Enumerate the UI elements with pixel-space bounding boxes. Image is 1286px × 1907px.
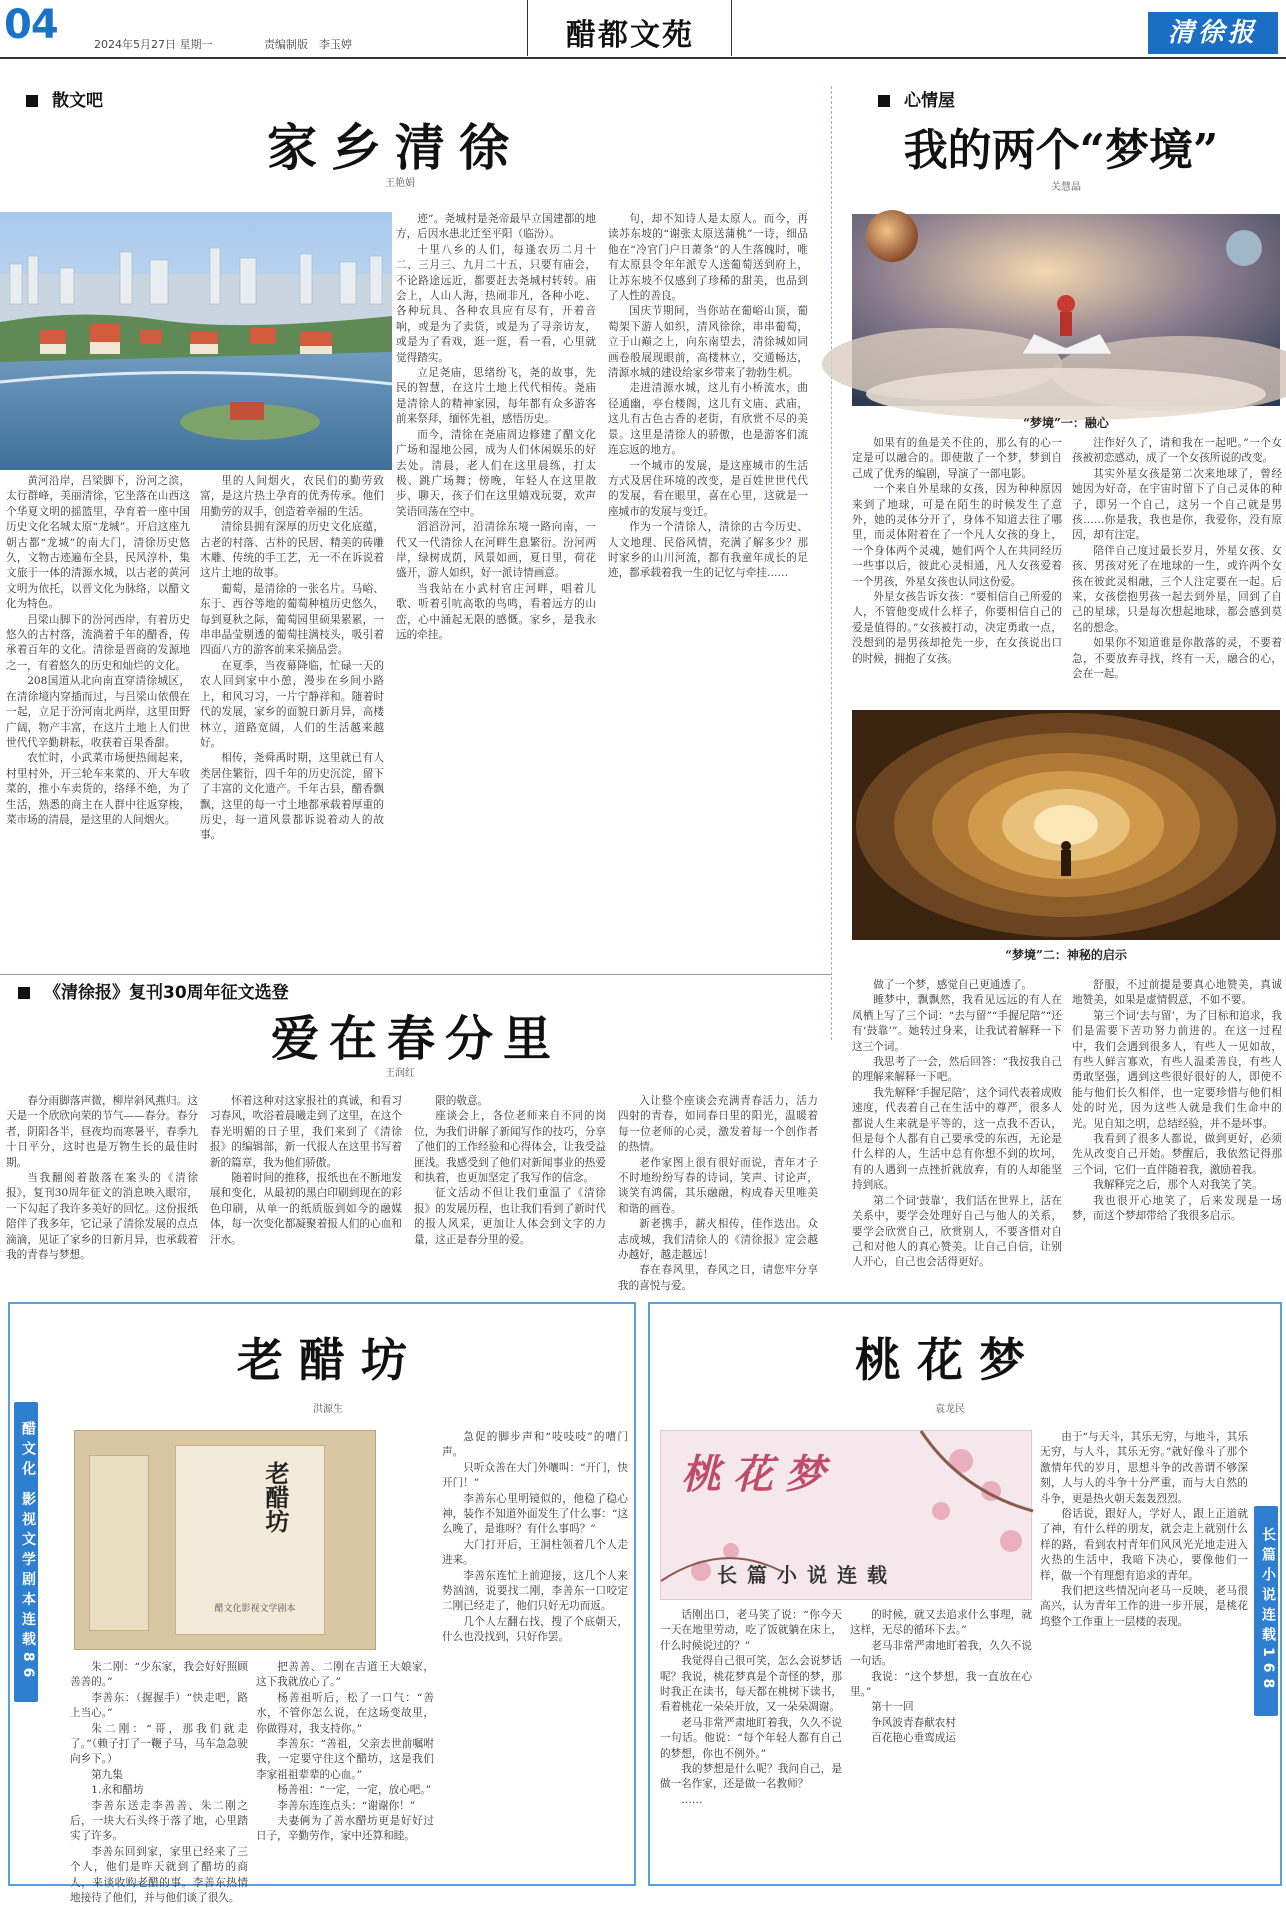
paragraph: 第三个词‘去与留’，为了目标和追求，我们是需要下苦功努力前进的。在这一过程中，我们会遇到很多人，有些人一见如故，有些人鲜言寡欢，有些人温柔善良，有些人勇敢坚强，遇到这些很好很好的人，即使不能与他们长久相伴，也一定要珍惜与他们相处的时光，因为这些人就是我们生命中的光。见自知之明，总结经验，并不是坏事。 [1072, 1009, 1282, 1130]
paragraph: 第十一回 [871, 1701, 914, 1714]
serial-body-laocufang-col1 [70, 1660, 248, 1905]
paragraph: 当我站在小武村官庄河畔，唱着儿歌、听着引吭高歌的鸟鸣，看着远方的山峦，心中涌起无限的感慨。家乡，是我永远的牵挂。 [396, 582, 596, 641]
paragraph: 大门打开后，王洞柱领着几个人走进来。 [442, 1538, 628, 1567]
article-title-chunfen: 爱在春分里 [270, 1011, 561, 1067]
paragraph: 睡梦中，飘飘然，我看见远远的有人在凤栖上写了三个词：“去与留”“手握尼陪”“还有‘鼓靠’”。她转过身来，让我试着解释一下这三个词。 [852, 994, 1062, 1053]
paragraph: 里的人间烟火，农民们的勤劳致富，是这片热土孕育的优秀传承。他们用勤劳的双手，创造着幸福的生活。 [200, 475, 384, 518]
paragraph: 陪伴自己度过最长岁月，外星女孩、女孩、男孩对死了在地球的一生，或许两个女孩在彼此灵相融，三个人注定要在一起。后来，女孩偿抱男孩一起去到外星，回到了自己的星球，只是每次想起地球，都会感到莫名的想念。 [1072, 544, 1282, 634]
issue-date: 2024年5月27日 星期一 [94, 38, 213, 51]
column-divider-main [831, 86, 832, 1040]
label-square-icon [878, 95, 890, 107]
photo-city-waterfront [0, 212, 392, 470]
book-spine [89, 1455, 149, 1631]
paragraph: 杨善祖：“一定，一定，放心吧。” [277, 1784, 432, 1797]
article-body-chunfen-col2 [210, 1094, 402, 1296]
dream-tunnel-graphic [852, 710, 1280, 940]
paragraph: 作为一个清徐人，清徐的古今历史、人文地理、民俗风情，充满了解多少？那时家乡的山川河流，都有我童年成长的足迹，都承载着我一生的记忆与牵挂…… [608, 521, 808, 580]
paragraph: 杨善祖听后，松了一口气：“善水，不管你怎么说，在这场变故里，你做得对，我支持你。” [256, 1691, 434, 1735]
paragraph: 十里八乡的人们，每逢农历二月十二、三月三、九月二十五，只要有庙会，不论路途远近，都要赶去尧城村转转。庙会上，人山人海，热闹非凡，各种小吃、各种玩具、各种农具应有尽有，开着音响，或是为了卖货，或是为了寻亲访友，或是为了看戏，逛一逛，看一看，心里就觉得踏实。 [396, 243, 596, 364]
serial-author-taohuameng: 袁龙民 [935, 1404, 965, 1415]
paragraph: 夫妻俩为了善水醋坊更是好好过日子，辛勤劳作，家中还算和睦。 [256, 1815, 434, 1843]
article-author-jiaxiang: 王艳娟 [385, 178, 415, 189]
paragraph: 由于“与天斗，其乐无穷，与地斗，其乐无穷，与人斗，其乐无穷。”就好像斗了那个激情年代的岁月，思想斗争的改善谓不够深刻，人与人的斗争十分严重，而与大自然的斗争，更是热火朝天轰轰烈烈。 [1040, 1431, 1248, 1505]
article-body-mengjing-col1 [852, 436, 1062, 704]
column-label-xinqingwu: 心情屋 [878, 86, 955, 111]
paragraph: 农忙时，小武菜市场便热闹起来，村里村外，开三轮车来菜的、开大车收菜的，推小车卖货的，络绎不绝，为了生活，熟悉的商主在人群中往返穿梭，菜市场的清晨，是这里的人间烟火。 [6, 752, 190, 826]
paragraph: 立足尧庙，思绪纷飞，尧的故事，先民的智慧，在这片土地上代代相传。尧庙是清徐人的精神家园，每年都有众多游客前来祭拜，缅怀先祖，感悟历史。 [396, 367, 596, 426]
paragraph: 走进清源水城，这儿有小桥流水，曲径通幽，亭台楼阁，这儿有文庙、武庙，这儿有古色古香的老街，有欣赏不尽的美景。这里是清徐人的骄傲，也是游客们流连忘返的地方。 [608, 382, 808, 457]
column-label-zhengwen: 《清徐报》复刊30周年征文选登 [18, 978, 289, 1003]
label-square-icon [18, 987, 30, 999]
paragraph: 一个来自外星球的女孩，因为种种原因来到了地球，可是在陌生的时候发生了意外，她的灵体分开了，身体不知道去往了哪里，而灵体附着在了一个凡人女孩的身上，一个身体两个灵魂，她们两个人在共同经历一些事以后，彼此心灵相通，凡人女孩爱着一个男孩，外星女孩也认同这份爱。 [852, 483, 1062, 588]
article-body-chunfen-col4 [618, 1094, 818, 1296]
section-name: 醋都文苑 [566, 18, 694, 53]
header-rule [0, 57, 1286, 59]
paragraph: 当我翻阅着散落在案头的《清徐报》，复刊30周年征文的消息映入眼帘，一下勾起了我许多美好的回忆。这份报纸陪伴了我多年，它记录了清徐发展的点点滴滴，见证了家乡的日新月异，也承载着我的青春与梦想。 [6, 1172, 198, 1262]
article-body-chunfen-col1 [6, 1094, 198, 1296]
side-tab-laocufang: 醋文化 影视文学剧本连载86 [14, 1402, 38, 1702]
paragraph: 征文活动不但让我们重温了《清徐报》的发展历程，也让我们看到了新时代的报人风采，更加让人体会到文字的力量，这正是春分里的爱。 [414, 1187, 606, 1246]
paragraph: 话刚出口，老马笑了说：“你今天一天在地里劳动，吃了饭就躺在床上，什么时候说过的？” [660, 1609, 842, 1652]
book-cover-title: 老醋坊 [261, 1461, 290, 1533]
paragraph: 限的敬意。 [435, 1095, 489, 1107]
paragraph: 李善东：“善祖，父亲去世前嘱咐我，一定要守住这个醋坊，这是我们李家祖祖辈辈的心血。” [256, 1738, 434, 1781]
section-rule-mid [0, 974, 832, 975]
serial-body-taohuameng-col1 [660, 1608, 842, 1882]
serial-author-laocufang: 洪源生 [313, 1404, 343, 1415]
serial-body-laocufang-col3 [442, 1430, 628, 1882]
side-tab-taohuameng: 长篇小说连载168 [1254, 1506, 1278, 1716]
article-title-jiaxiang: 家乡清徐 [267, 118, 523, 177]
paragraph: 清徐县拥有深厚的历史文化底蕴，古老的村落、古朴的民居、精美的砖雕木雕、传统的手工艺，无一不在诉说着这片土地的故事。 [200, 521, 384, 580]
paragraph: 入让整个座谈会充满青春活力，活力四射的青春，如同春日里的阳光，温暖着每一位老师的心灵，激发着每一个创作者的热情。 [618, 1095, 818, 1154]
caption-dream-2: “梦境”二：神秘的启示 [1005, 948, 1127, 962]
paragraph: 第九集 [91, 1768, 123, 1781]
column-label-sanwen: 散文吧 [26, 86, 103, 111]
book-cover-title-taohua: 桃花梦 [681, 1451, 837, 1498]
article-body-jiaxiang-col2 [200, 474, 384, 842]
paragraph: 在夏季，当夜幕降临，忙碌一天的农人回到家中小憩，漫步在乡间小路上，和风习习，一片宁静祥和。随着时代的发展，家乡的面貌日新月异，高楼林立，道路宽阔，人们的生活越来越好。 [200, 659, 384, 749]
paragraph: 迹”。尧城村是尧帝最早立国建都的地方，后因水患北迁至平阳（临汾）。 [396, 213, 596, 241]
header-rule-v2 [731, 0, 732, 56]
article-author-mengjing: 关慧晶 [1051, 182, 1081, 193]
paragraph: 吕梁山脚下的汾河西岸，有着历史悠久的古村落，流淌着千年的醋香，传承着百年的文化。清徐是晋商的发源地之一，有着悠久的历史和灿烂的文化。 [6, 613, 190, 672]
paragraph: 208国道从北向南直穿清徐城区，在清徐境内穿插而过，与吕梁山依偎在一起，立足于汾河南北两岸，这里田野广阔，物产丰富，在这片土地上人们世世代代辛勤耕耘，收获着百果香甜。 [6, 675, 190, 749]
editor-credit: 责编制版 李玉婷 [264, 38, 352, 51]
article-body-mengjing-col2 [1072, 436, 1282, 704]
paragraph: 我觉得自己很可笑，怎么会说梦话呢？我说，桃花梦真是个奇怪的梦，那时我正在读书，每天都在桃树下读书，看着桃花一朵朵开放，又一朵朵凋谢。 [660, 1655, 842, 1714]
article-body-jiaxiang-col4 [608, 212, 808, 824]
book-cover-subtitle-taohua: 长篇小说连载 [717, 1563, 897, 1587]
paragraph: 而今，清徐在尧庙周边修建了醋文化广场和湿地公园，成为人们休闲娱乐的好去处。清晨，老人们在这里晨练，打太极、跳广场舞；傍晚，年轻人在这里散步、聊天，孩子们在这里嬉戏玩耍，欢声笑语回荡在空中。 [396, 428, 596, 518]
paragraph: 只听众善在大门外嚷叫：“开门，快开门！” [442, 1461, 628, 1490]
paragraph: 1.永和醋坊 [91, 1784, 144, 1797]
paragraph: 我看到了很多人都说，做到更好，必须先从改变自己开始。梦醒后，我依然记得那三个词，它们一直伴随着我，激励着我。 [1072, 1133, 1282, 1176]
paragraph: 我解释完之后，那个人对我笑了笑。 [1093, 1179, 1263, 1192]
book-cover-taohuameng [660, 1430, 1032, 1600]
paragraph: 滔滔汾河，沿清徐东境一路向南，一代又一代清徐人在河畔生息繁衍。汾河两岸，绿树成荫，风景如画，夏日里，荷花盛开，游人如织，好一派诗情画意。 [396, 521, 596, 580]
paragraph: 相传，尧舜禹时期，这里就已有人类居住繁衍，四千年的历史沉淀，留下了丰富的文化遗产。千年古县，醋香飘飘，这里的每一寸土地都承载着厚重的历史，每一道风景都诉说着动人的故事。 [200, 752, 384, 842]
paragraph: 俗话说，跟好人，学好人，跟上正道就了神，有什么样的朋友，就会走上就别什么样的路，看到农村青年们风风光光地走进入火热的生活中，我暗下决心，要像他们一样，做一个有理想有追求的青年。 [1040, 1508, 1248, 1582]
paragraph: 我的梦想是什么呢？我问自己，是做一名作家，还是做一名教师？ [660, 1763, 842, 1791]
paragraph: 老马非常严肃地盯着我，久久不说一句话。他说：“每个年轻人都有自己的梦想，你也不例外。” [660, 1716, 842, 1760]
article-body-mengjing-col3 [852, 978, 1062, 1294]
serial-body-laocufang-col2 [256, 1660, 434, 1882]
paragraph: 急促的脚步声和“吱吱吱”的嘈门声。 [442, 1431, 628, 1459]
paragraph: 李善东心里明镜似的，他稳了稳心神，装作不知道外面发生了什么事：“这么晚了，是谁呀？有什么事吗？” [442, 1492, 628, 1536]
paragraph: 朱二刚：“少东家，我会好好照顾善善的。” [70, 1661, 248, 1689]
paragraph: 第二个词‘鼓靠’，我们活在世界上，活在关系中，要学会处理好自己与他人的关系，要学会欣赏自己，欣赏别人，不要吝惜对自己和对他人的真心赞美。让自己自信，让别人开心，自己也会活得更好。 [852, 1194, 1062, 1269]
paragraph: 注作好久了，请和我在一起吧。”一个女孩被初恋感动，成了一个女孩所说的改变。 [1072, 437, 1282, 465]
paragraph: 我说：“这个梦想，我一直放在心里。” [850, 1670, 1032, 1699]
paragraph: 的时候，就又去追求什么事理，就这样，无尽的循环下去。” [850, 1609, 1032, 1637]
paragraph: 新老携手，薪火相传，佳作迭出。众志成城，我们清徐人的《清徐报》定会越办越好，越走越远！ [618, 1218, 818, 1262]
serial-title-laocufang: 老醋坊 [237, 1333, 423, 1387]
paragraph: 葡萄，是清徐的一张名片。马峪、东于、西谷等地的葡萄种植历史悠久，每到夏秋之际，葡萄园里硕果累累，一串串晶莹剔透的葡萄挂满枝头，吸引着四面八方的游客前来采摘品尝。 [200, 582, 384, 657]
page-number: 04 [4, 2, 58, 48]
paragraph: 怀着这种对这家报社的真诚，和看习习春风，吹浴着晨曦走到了这里，在这个春光明媚的日子里，我们来到了《清徐报》的编辑部，新一代报人在这里书写着新的篇章，我为他们骄傲。 [210, 1095, 402, 1169]
paragraph: 朱二刚：“哥，那我们就走了。”（赖子打了一鞭子马，马车急急驶向乡下。） [70, 1722, 248, 1766]
book-cover-laocufang [74, 1430, 376, 1650]
paragraph: 我们把这些情况向老马一反映，老马很高兴，认为青年工作的进一步开展，是桃花坞整个工作重上一层楼的表现。 [1040, 1585, 1248, 1628]
paragraph: 我思考了一会，然后回答：“我按我自己的理解来解释一下吧。 [852, 1056, 1062, 1084]
paragraph: 李善东送走李善善、朱二刚之后，一块大石头终于落了地，心里踏实了许多。 [70, 1799, 248, 1843]
paragraph: 春在春风里，春风之日，请您牢分享我的喜悦与爱。 [618, 1264, 818, 1292]
paragraph: 老作家图上很有很好而说，青年才子不时地纷纷写春的诗词，笑声、讨论声，谈笑有鸿儒，其乐融融，构成春天里唯美和谐的画卷。 [618, 1156, 818, 1215]
paragraph: 我先解释‘手握尼陪’，这个词代表着成败速度，代表着自己在生活中的尊严，很多人都说人生来就是平等的，这一点我不否认，但是每个人都有自己要承受的东西，无论是什么样的人，生活中总有你想不到的坎坷，有的人遇到一点挫折就放弃，有的人却能坚持到底。 [852, 1086, 1062, 1192]
paragraph: 国庆节期间，当你站在葡峪山顶，葡萄架下游人如织，清风徐徐，串串葡萄，立于山巅之上，向东南望去，清徐城如同画卷般展现眼前，高楼林立，交通畅达，清源水城的建设给家乡带来了勃勃生机。 [608, 305, 808, 380]
paragraph: 舒服，不过前提是要真心地赞美，真诚地赞美，如果是虚情假意，不如不要。 [1072, 979, 1282, 1007]
paragraph: 百花艳心垂鸾成运 [871, 1732, 956, 1745]
header-rule-v1 [527, 0, 528, 56]
paragraph: 李善东连连点头：“谢谢你！” [277, 1799, 416, 1812]
paragraph: 黄河沿岸，吕梁脚下，汾河之滨，太行群峰，美丽清徐，它坐落在山西这个华夏文明的摇篮里，孕育着一座中国历史文化名城太原“龙城”。开启这座九朝古都“龙城”的南大门，清徐历史悠久，文物古迹遍布全县，民风淳朴，集文旅于一体的清源水城，以古老的黄河文明为依托，以晋文化为脉络，以醋文化为特色。 [6, 475, 190, 611]
serial-title-taohuameng: 桃花梦 [855, 1333, 1041, 1387]
paragraph: 李善东：（握握手）“快走吧，路上当心。” [70, 1691, 248, 1720]
paragraph: 春分雨脚落声微，柳岸斜风燕归。这天是一个欣欣向荣的节气——春分。春分者，阴阳各半，昼夜均而寒暑平，春季九十日平分，这时也是万物生长的最佳时期。 [6, 1095, 198, 1169]
paragraph: 李善东连忙上前迎接，这几个人来势汹汹，说要找二刚，李善东一口咬定二刚已经走了，他们只好无功而返。 [442, 1569, 628, 1613]
article-body-mengjing-col4 [1072, 978, 1282, 1294]
paragraph: 李善东回到家，家里已经来了三个人，他们是昨天就到了醋坊的商人，来谈收购老醋的事。李善东热情地接待了他们，并与他们谈了很久。 [70, 1845, 248, 1905]
article-body-jiaxiang-col1 [6, 474, 190, 824]
paragraph: 一个城市的发展，是这座城市的生活方式及居住环境的改变，是百姓世世代代的发展，看在眼里，喜在心里，这就是一座城市的发展与变迁。 [608, 459, 808, 518]
paragraph: 如果有的鱼是关不住的，那么有的心一定是可以融合的。即使散了一个梦，梦到自己成了优秀的编剧，导演了一部电影。 [852, 437, 1062, 480]
paragraph: 如果你不知道谁是你散落的灵，不要着急，不要放弃寻找，终有一天，融合的心，会在一起。 [1072, 637, 1282, 681]
illustration-dream-tunnel [852, 710, 1280, 940]
serial-body-taohuameng-col3 [1040, 1430, 1248, 1882]
masthead-logo: 清徐报 [1148, 12, 1278, 54]
illustration-dream-boat [852, 214, 1280, 406]
paragraph: 争风波青春献农村 [871, 1716, 956, 1729]
paragraph: 外星女孩告诉女孩：“要相信自己所爱的人，不管他变成什么样子，你要相信自己的爱是值得的。”女孩被打动，决定勇敢一点，没想到的是男孩却抢先一步，在女孩说出口的时候，拥抱了女孩。 [852, 591, 1062, 665]
paragraph: …… [681, 1793, 703, 1806]
article-body-jiaxiang-col3 [396, 212, 596, 824]
paragraph: 把善善、二刚在吉道王大娘家，这下我就放心了。” [256, 1661, 434, 1689]
city-photo-graphic [0, 212, 392, 470]
article-title-mengjing: 我的两个“梦境” [903, 125, 1219, 176]
paragraph: 座谈会上，各位老师来自不同的岗位，为我们讲解了新闻写作的技巧，分享了他们的工作经验和心得体会，让我受益匪浅。我感受到了他们对新闻事业的热爱和执着，也更加坚定了我写作的信念。 [414, 1110, 606, 1185]
serial-body-taohuameng-col2 [850, 1608, 1032, 1882]
label-square-icon [26, 95, 38, 107]
paragraph: 做了一个梦，感觉自己更通透了。 [873, 979, 1033, 991]
paragraph: 我也很开心地笑了，后来发现是一场梦，而这个梦却带给了我很多启示。 [1072, 1194, 1282, 1223]
dream-boat-graphic [852, 214, 1280, 406]
paragraph: 其实外星女孩是第二次来地球了，曾经她因为好奇，在宇宙时留下了自己灵体的种子，即另一个自己，这另一个自己就是男孩……你是我，我也是你，我爱你，没有原因，却有注定。 [1072, 467, 1282, 542]
article-author-chunfen: 王润红 [385, 1068, 415, 1079]
paragraph: 句，却不知诗人是太原人。而今，再读苏东坡的“谢张太原送蒲桃”一诗，细品他在“冷官门户日萧条”的人生落魄时，唯有太原县令年年派专人送葡萄送到府上，让苏东坡不仅感到了珍稀的甜美，也品到了人性的善良。 [608, 213, 808, 303]
caption-dream-1: “梦境”一：融心 [1023, 416, 1109, 430]
paragraph: 随着时间的推移，报纸也在不断地发展和变化，从最初的黑白印刷到现在的彩色印刷，从单一的纸质版到如今的融媒体，每一次变化都凝聚着报人们的心血和汗水。 [210, 1172, 402, 1246]
paragraph: 老马非常严肃地盯着我，久久不说一句话。 [850, 1639, 1032, 1668]
paragraph: 几个人左翻右找，搜了个底朝天，什么也没找到，只好作罢。 [442, 1615, 628, 1644]
book-cover-subtitle: 醋文化影视文学剧本 [214, 1604, 296, 1614]
article-body-chunfen-col3 [414, 1094, 606, 1296]
